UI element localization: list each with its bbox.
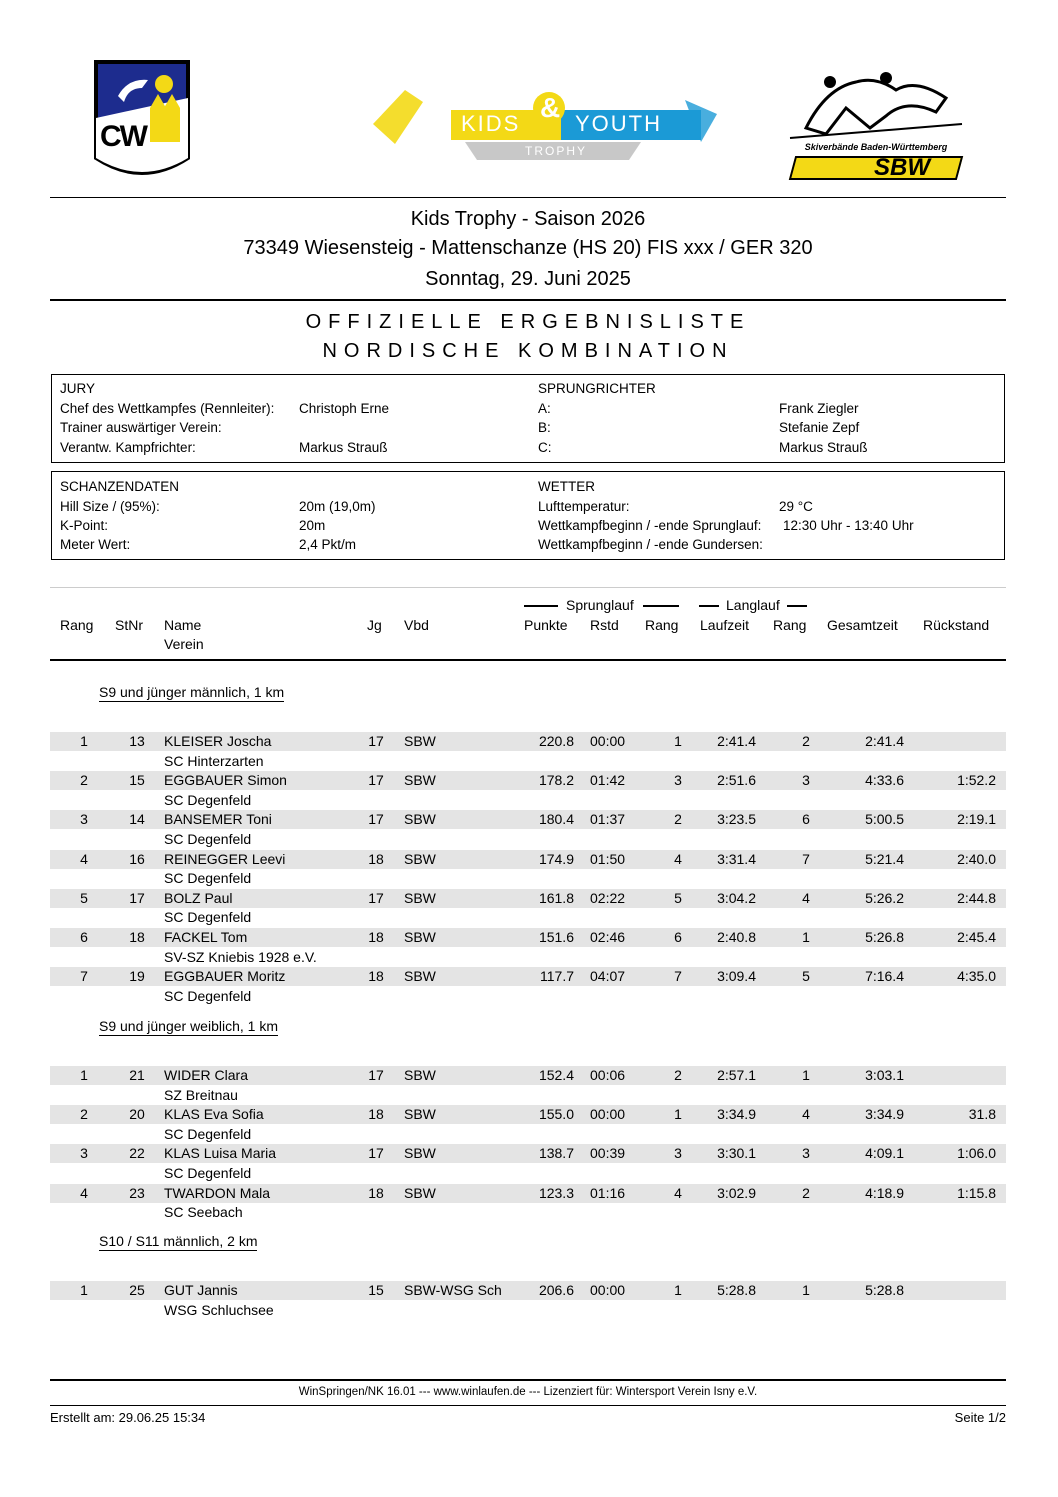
group-rule-xc-left xyxy=(699,605,719,607)
cell-punkte: 178.2 xyxy=(538,772,574,789)
jury-value-1: Christoph Erne xyxy=(299,401,390,416)
cell-stnr: 21 xyxy=(129,1067,145,1083)
cell-rstd: 00:39 xyxy=(590,1145,626,1162)
table-row xyxy=(50,850,1006,889)
cell-laufzeit: 3:04.2 xyxy=(717,889,756,906)
cell-rang-xc: 3 xyxy=(802,772,810,789)
cell-jg: 18 xyxy=(368,1184,384,1201)
cell-laufzeit: 5:28.8 xyxy=(717,1282,756,1298)
cell-verein: SC Degenfeld xyxy=(164,987,252,1004)
cell-gesamt: 4:33.6 xyxy=(865,772,904,789)
col-gesamtzeit: Gesamtzeit xyxy=(827,617,898,633)
table-row xyxy=(50,928,1006,967)
cell-jg: 18 xyxy=(368,1106,384,1123)
table-row xyxy=(50,967,1006,1006)
cell-jg: 17 xyxy=(368,772,384,789)
cell-rueckstand: 1:06.0 xyxy=(957,1145,996,1162)
cell-stnr: 18 xyxy=(129,929,145,945)
group-rule-xc-right xyxy=(787,605,807,607)
cell-laufzeit: 3:23.5 xyxy=(717,811,756,828)
cell-punkte: 174.9 xyxy=(538,850,574,867)
hill-label-1: Hill Size / (95%): xyxy=(60,499,160,514)
cell-rang-jump: 1 xyxy=(674,733,682,749)
cell-name: WIDER Clara xyxy=(164,1067,249,1083)
cell-jg: 18 xyxy=(368,968,384,985)
group-rule-jump-right xyxy=(643,605,679,607)
cell-rang-xc: 4 xyxy=(802,1106,810,1123)
cell-rang-jump: 6 xyxy=(674,929,682,945)
cell-rstd: 00:00 xyxy=(590,1282,626,1298)
cell-verein: WSG Schluchsee xyxy=(164,1301,274,1318)
group-header-xc: Langlauf xyxy=(726,597,780,613)
cell-rstd: 00:06 xyxy=(590,1067,626,1083)
table-row xyxy=(50,889,1006,928)
cell-laufzeit: 3:34.9 xyxy=(717,1106,756,1123)
cell-gesamt: 4:09.1 xyxy=(865,1145,904,1162)
cell-punkte: 123.3 xyxy=(538,1184,574,1201)
cell-rang-xc: 4 xyxy=(802,889,810,906)
cell-rstd: 01:42 xyxy=(590,772,626,789)
jury-label-1: Chef des Wettkampfes (Rennleiter): xyxy=(60,401,275,416)
table-row xyxy=(50,810,1006,849)
cell-rang: 1 xyxy=(80,1282,88,1298)
cell-rang-jump: 1 xyxy=(674,1282,682,1298)
cell-rang: 2 xyxy=(80,772,88,789)
cell-rang-xc: 3 xyxy=(802,1145,810,1162)
cell-rang-jump: 1 xyxy=(674,1106,682,1123)
weather-label-3: Wettkampfbeginn / -ende Gundersen: xyxy=(538,537,763,552)
cell-verein: SV-SZ Kniebis 1928 e.V. xyxy=(164,948,317,965)
logo-word-kids: KIDS xyxy=(461,111,521,136)
cell-name: BOLZ Paul xyxy=(164,889,233,906)
event-venue: 73349 Wiesensteig - Mattenschanze (HS 20) FIS xxx / GER 320 xyxy=(243,237,813,259)
cell-rang: 5 xyxy=(80,889,88,906)
section-title: S10 / S11 männlich, 2 km xyxy=(99,1233,258,1249)
cell-vbd: SBW xyxy=(404,850,436,867)
cell-name: EGGBAUER Simon xyxy=(164,772,287,789)
cell-vbd: SBW xyxy=(404,1184,436,1201)
cell-punkte: 117.7 xyxy=(540,968,574,985)
event-title: Kids Trophy - Saison 2026 xyxy=(410,208,646,230)
cell-rueckstand: 4:35.0 xyxy=(957,968,996,985)
table-row xyxy=(50,1281,1006,1320)
col-rueckstand: Rückstand xyxy=(923,617,990,633)
cell-punkte: 180.4 xyxy=(538,811,574,828)
cell-gesamt: 3:03.1 xyxy=(865,1067,904,1083)
cell-verein: SC Degenfeld xyxy=(164,791,252,808)
footer-page: Seite 1/2 xyxy=(954,1410,1006,1425)
cell-rang: 6 xyxy=(80,929,88,945)
cell-rstd: 00:00 xyxy=(590,1106,626,1123)
cell-laufzeit: 2:40.8 xyxy=(717,929,756,945)
logo-word-youth: YOUTH xyxy=(575,111,662,136)
judge-label-c: C: xyxy=(538,440,552,455)
cell-stnr: 17 xyxy=(129,889,145,906)
cell-rang: 4 xyxy=(80,1184,88,1201)
jury-label-2: Trainer auswärtiger Verein: xyxy=(60,420,222,435)
jury-value-3: Markus Strauß xyxy=(299,440,388,455)
logo-word-trophy: TROPHY xyxy=(525,144,588,158)
table-row xyxy=(50,1144,1006,1183)
cell-rang: 1 xyxy=(80,733,88,749)
judge-value-b: Stefanie Zepf xyxy=(779,420,860,435)
cell-rstd: 04:07 xyxy=(590,968,626,985)
cell-name: KLAS Eva Sofia xyxy=(164,1106,264,1123)
cell-stnr: 22 xyxy=(129,1145,145,1162)
col-verein: Verein xyxy=(164,636,204,652)
cell-rang-jump: 7 xyxy=(674,968,682,985)
jury-heading: JURY xyxy=(60,381,96,396)
section-title: S9 und jünger weiblich, 1 km xyxy=(99,1018,278,1034)
cell-rang-xc: 2 xyxy=(802,1184,810,1201)
cell-laufzeit: 3:30.1 xyxy=(717,1145,756,1162)
cell-rstd: 02:22 xyxy=(590,889,626,906)
cell-rang-xc: 1 xyxy=(802,1282,810,1298)
col-jg: Jg xyxy=(367,617,382,633)
cell-vbd: SBW xyxy=(404,1067,436,1083)
list-title: OFFIZIELLE ERGEBNISLISTE xyxy=(305,311,751,333)
hill-value-2: 20m xyxy=(299,518,326,533)
col-rang-jump: Rang xyxy=(645,617,679,633)
cell-gesamt: 2:41.4 xyxy=(865,733,904,749)
cell-rang-jump: 2 xyxy=(674,1067,682,1083)
cell-laufzeit: 2:57.1 xyxy=(717,1067,756,1083)
cell-rang: 3 xyxy=(80,1145,88,1162)
cell-rueckstand: 1:15.8 xyxy=(957,1184,996,1201)
cell-verein: SC Degenfeld xyxy=(164,1125,252,1142)
table-row xyxy=(50,732,1006,771)
cell-stnr: 23 xyxy=(129,1184,145,1201)
cell-rstd: 01:16 xyxy=(590,1184,626,1201)
cell-laufzeit: 3:02.9 xyxy=(717,1184,756,1201)
cell-verein: SC Degenfeld xyxy=(164,830,252,847)
jury-label-3: Verantw. Kampfrichter: xyxy=(60,440,196,455)
cell-laufzeit: 3:09.4 xyxy=(717,968,756,985)
cell-punkte: 155.0 xyxy=(538,1106,574,1123)
cell-stnr: 25 xyxy=(129,1282,145,1298)
kids-youth-trophy-logo xyxy=(365,84,731,164)
cell-rang-xc: 2 xyxy=(802,733,810,749)
cell-punkte: 151.6 xyxy=(538,929,574,945)
cell-gesamt: 5:28.8 xyxy=(865,1282,904,1298)
cell-rang-xc: 1 xyxy=(802,1067,810,1083)
cell-jg: 17 xyxy=(368,733,384,749)
cell-rstd: 01:50 xyxy=(590,850,626,867)
cell-punkte: 161.8 xyxy=(538,889,574,906)
cell-jg: 18 xyxy=(368,850,384,867)
col-rang: Rang xyxy=(60,617,94,633)
col-punkte: Punkte xyxy=(524,617,568,633)
judge-label-b: B: xyxy=(538,420,551,435)
cell-rang-jump: 4 xyxy=(674,850,682,867)
cell-gesamt: 5:26.8 xyxy=(865,929,904,945)
cell-verein: SC Hinterzarten xyxy=(164,752,264,769)
hill-heading: SCHANZENDATEN xyxy=(60,479,180,494)
cell-verein: SC Degenfeld xyxy=(164,909,252,926)
cell-stnr: 19 xyxy=(129,968,145,985)
cell-punkte: 206.6 xyxy=(538,1282,574,1298)
club-logo-left xyxy=(88,58,196,182)
col-laufzeit: Laufzeit xyxy=(700,617,750,633)
sbw-logo-letters: SBW xyxy=(874,154,930,181)
col-rang-xc: Rang xyxy=(773,617,807,633)
cell-jg: 17 xyxy=(368,811,384,828)
cell-vbd: SBW xyxy=(404,733,436,749)
cell-stnr: 13 xyxy=(129,733,145,749)
cell-rueckstand: 2:19.1 xyxy=(957,811,996,828)
weather-value-2: 12:30 Uhr - 13:40 Uhr xyxy=(783,518,914,533)
cell-rueckstand: 31.8 xyxy=(968,1106,996,1123)
cell-rang-xc: 7 xyxy=(802,850,810,867)
cell-rueckstand: 2:45.4 xyxy=(957,929,996,945)
weather-label-2: Wettkampfbeginn / -ende Sprunglauf: xyxy=(538,518,762,533)
col-vbd: Vbd xyxy=(404,617,429,633)
judges-heading: SPRUNGRICHTER xyxy=(538,381,656,396)
judge-value-a: Frank Ziegler xyxy=(779,401,859,416)
cell-vbd: SBW xyxy=(404,1145,436,1162)
cell-laufzeit: 2:51.6 xyxy=(717,772,756,789)
logo-ampersand: & xyxy=(540,92,561,123)
cell-name: KLAS Luisa Maria xyxy=(164,1145,277,1162)
cell-rang-jump: 5 xyxy=(674,889,682,906)
cell-jg: 18 xyxy=(368,929,384,945)
cell-rueckstand: 1:52.2 xyxy=(957,772,996,789)
cell-verein: SZ Breitnau xyxy=(164,1086,238,1103)
cell-rang: 1 xyxy=(80,1067,88,1083)
cell-name: TWARDON Mala xyxy=(164,1184,271,1201)
table-row xyxy=(50,1184,1006,1223)
cell-gesamt: 5:00.5 xyxy=(865,811,904,828)
cell-jg: 15 xyxy=(368,1282,384,1298)
cell-gesamt: 5:21.4 xyxy=(865,850,904,867)
cell-rang-jump: 4 xyxy=(674,1184,682,1201)
cell-name: BANSEMER Toni xyxy=(164,811,272,828)
col-rstd: Rstd xyxy=(590,617,619,633)
hill-box xyxy=(51,471,1005,560)
cell-laufzeit: 3:31.4 xyxy=(717,850,756,867)
section-title: S9 und jünger männlich, 1 km xyxy=(99,684,285,700)
cell-gesamt: 5:26.2 xyxy=(865,889,904,906)
cell-rueckstand: 2:44.8 xyxy=(957,889,996,906)
cell-rstd: 00:00 xyxy=(590,733,626,749)
group-header-jump: Sprunglauf xyxy=(566,597,634,613)
cell-rang-xc: 6 xyxy=(802,811,810,828)
cell-stnr: 16 xyxy=(129,850,145,867)
discipline-title: NORDISCHE KOMBINATION xyxy=(322,340,734,362)
cell-name: GUT Jannis xyxy=(164,1282,238,1298)
cell-rang-jump: 3 xyxy=(674,772,682,789)
cell-stnr: 20 xyxy=(129,1106,145,1123)
cell-jg: 17 xyxy=(368,1067,384,1083)
cell-gesamt: 7:16.4 xyxy=(865,968,904,985)
cell-rang: 3 xyxy=(80,811,88,828)
hill-label-3: Meter Wert: xyxy=(60,537,131,552)
sbw-logo-caption: Skiverbände Baden-Württemberg xyxy=(804,142,948,152)
cell-verein: SC Degenfeld xyxy=(164,1164,252,1181)
cell-verein: SC Degenfeld xyxy=(164,870,252,887)
cell-vbd: SBW xyxy=(404,772,436,789)
cell-rstd: 02:46 xyxy=(590,929,626,945)
weather-value-1: 29 °C xyxy=(779,499,813,514)
judge-value-c: Markus Strauß xyxy=(779,440,868,455)
hill-label-2: K-Point: xyxy=(60,518,109,533)
cell-stnr: 14 xyxy=(129,811,145,828)
cell-rueckstand: 2:40.0 xyxy=(957,850,996,867)
hill-value-1: 20m (19,0m) xyxy=(299,499,376,514)
weather-label-1: Lufttemperatur: xyxy=(538,499,630,514)
club-logo-letters: CW xyxy=(100,120,146,153)
cell-vbd: SBW-WSG Sch xyxy=(404,1282,502,1298)
cell-rang-xc: 5 xyxy=(802,968,810,985)
cell-gesamt: 4:18.9 xyxy=(865,1184,904,1201)
cell-vbd: SBW xyxy=(404,929,436,945)
cell-jg: 17 xyxy=(368,1145,384,1162)
footer-created: Erstellt am: 29.06.25 15:34 xyxy=(50,1410,206,1425)
table-row xyxy=(50,1066,1006,1105)
table-row xyxy=(50,771,1006,810)
cell-rstd: 01:37 xyxy=(590,811,626,828)
cell-punkte: 138.7 xyxy=(538,1145,574,1162)
cell-stnr: 15 xyxy=(129,772,145,789)
cell-vbd: SBW xyxy=(404,968,436,985)
cell-jg: 17 xyxy=(368,889,384,906)
hill-value-3: 2,4 Pkt/m xyxy=(299,537,357,552)
judge-label-a: A: xyxy=(538,401,551,416)
cell-name: REINEGGER Leevi xyxy=(164,850,286,867)
cell-verein: SC Seebach xyxy=(164,1204,243,1221)
cell-punkte: 152.4 xyxy=(538,1067,574,1083)
cell-rang: 2 xyxy=(80,1106,88,1123)
cell-name: KLEISER Joscha xyxy=(164,733,272,749)
col-stnr: StNr xyxy=(115,617,143,633)
cell-rang: 4 xyxy=(80,850,88,867)
cell-rang-xc: 1 xyxy=(802,929,810,945)
event-date: Sonntag, 29. Juni 2025 xyxy=(425,268,631,290)
cell-punkte: 220.8 xyxy=(538,733,574,749)
weather-heading: WETTER xyxy=(538,479,595,494)
cell-rang-jump: 2 xyxy=(674,811,682,828)
cell-vbd: SBW xyxy=(404,811,436,828)
sbw-logo-right xyxy=(786,68,966,186)
group-rule-jump-left xyxy=(524,605,558,607)
cell-name: FACKEL Tom xyxy=(164,929,248,945)
cell-name: EGGBAUER Moritz xyxy=(164,968,286,985)
cell-gesamt: 3:34.9 xyxy=(865,1106,904,1123)
cell-vbd: SBW xyxy=(404,1106,436,1123)
cell-laufzeit: 2:41.4 xyxy=(717,733,756,749)
footer-software: WinSpringen/NK 16.01 --- www.winlaufen.de --- Lizenziert für: Wintersport Verein Isny e.V. xyxy=(298,1386,758,1398)
cell-rang-jump: 3 xyxy=(674,1145,682,1162)
col-name: Name xyxy=(164,617,202,633)
table-row xyxy=(50,1105,1006,1144)
cell-vbd: SBW xyxy=(404,889,436,906)
cell-rang: 7 xyxy=(80,968,88,985)
